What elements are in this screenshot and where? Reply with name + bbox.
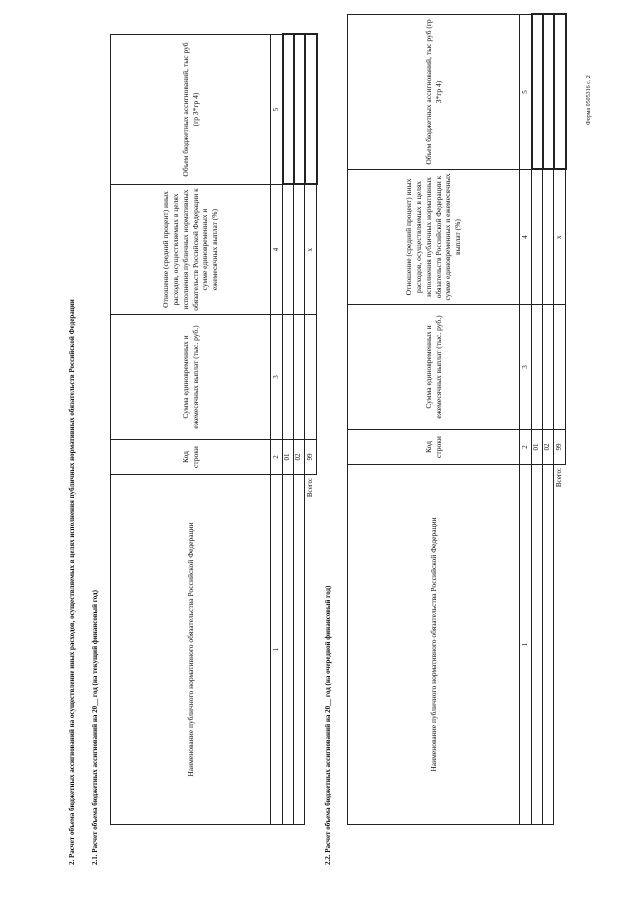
- table2-cell-volume: [532, 15, 543, 170]
- table1-cell-sum: [283, 315, 294, 440]
- table1-cell-sum: [294, 315, 305, 440]
- table2-total-code: 99: [554, 430, 566, 465]
- table1-cell-ratio: [294, 185, 305, 315]
- table2-colnum: 5: [520, 15, 532, 170]
- table-row: [294, 35, 305, 825]
- table1-header-ratio: Отношение (средний процент) иных расходов, осуществляемых в целях исполнения публичных нормативных обязательств Российской Федерации к сумме единовременных и ежемесячных выплат (%): [111, 185, 271, 315]
- table1-cell-volume: [294, 35, 305, 185]
- table2-colnum-row: [520, 15, 532, 825]
- table2-total-label: Всего:: [555, 468, 564, 488]
- table1-total-ratio: x: [305, 185, 317, 315]
- table2-total-ratio: x: [554, 170, 566, 305]
- table1-cell-code: 01: [283, 440, 294, 475]
- table1-colnum: 4: [271, 185, 283, 315]
- table2-colnum: 3: [520, 305, 532, 430]
- table1-colnum: 5: [271, 35, 283, 185]
- table-row: [283, 35, 294, 825]
- table1-total-label: Всего:: [306, 478, 315, 498]
- table-row: [532, 15, 543, 825]
- table1-total-sum: [305, 315, 317, 440]
- table1-cell-code: 02: [294, 440, 305, 475]
- table2-cell-volume: [543, 15, 554, 170]
- table2-colnum: 2: [520, 430, 532, 465]
- table1-header-sum: Сумма единовременных и ежемесячных выплат (тыс. руб.): [111, 315, 271, 440]
- table1-total-code: 99: [305, 440, 317, 475]
- table2-header-sum: Сумма единовременных и ежемесячных выплат (тыс. руб.): [348, 305, 520, 430]
- form-reference: Форма 0505316 с. 2: [586, 75, 592, 125]
- table2-cell-ratio: [543, 170, 554, 305]
- table2-total-volume: [554, 15, 566, 170]
- table1-cell-name: [294, 475, 305, 825]
- table2-cell-ratio: [532, 170, 543, 305]
- table2-colnum: 1: [520, 465, 532, 825]
- table2-title: 2.2. Расчет объема бюджетных ассигнований на 20__ год (на очередной финансовый год): [324, 585, 332, 865]
- table2-header-row: [348, 15, 520, 825]
- table1: [110, 34, 318, 826]
- table1-header-name: Наименование публичного нормативного обязательства Российской Федерации: [111, 475, 271, 825]
- table1-colnum: 3: [271, 315, 283, 440]
- table1-colnum: 1: [271, 475, 283, 825]
- table2-header-name: Наименование публичного нормативного обязательства Российской Федерации: [348, 465, 520, 825]
- table1-header-code: Код строки: [111, 440, 271, 475]
- table1-total-volume: [305, 35, 317, 185]
- table1-total-row: [305, 35, 317, 825]
- table2-cell-sum: [532, 305, 543, 430]
- table1-cell-volume: [283, 35, 294, 185]
- table2: [347, 14, 567, 826]
- table2-cell-code: 02: [543, 430, 554, 465]
- table1-cell-name: [283, 475, 294, 825]
- table1-title: 2.1. Расчет объема бюджетных ассигнований на 20__ год (на текущий финансовый год): [91, 590, 99, 865]
- table2-cell-name: [543, 465, 554, 825]
- table1-colnum-row: [271, 35, 283, 825]
- table2-cell-code: 01: [532, 430, 543, 465]
- table1-cell-ratio: [283, 185, 294, 315]
- table2-total-sum: [554, 305, 566, 430]
- table1-header-row: [111, 35, 271, 825]
- table1-header-volume: Объем бюджетных ассигнований, тыс руб (гр 3*гр 4): [111, 35, 271, 185]
- table2-header-code: Код строки: [348, 430, 520, 465]
- table2-cell-name: [532, 465, 543, 825]
- table2-cell-sum: [543, 305, 554, 430]
- table-row: [543, 15, 554, 825]
- table2-header-volume: Объем бюджетных ассигнований, тыс руб (гр 3*гр 4): [348, 15, 520, 170]
- table2-header-ratio: Отношение (средний процент) иных расходов, осуществляемых в целях исполнения публичных нормативных обязательств Российской Федерации к сумме единовременных и ежемесячных выплат (%): [348, 170, 520, 305]
- table2-colnum: 4: [520, 170, 532, 305]
- table2-total-row: [554, 15, 566, 825]
- section-title: 2. Расчет объема бюджетных ассигнований на осуществление иных расходов, осуществляемых в целях исполнения публичных нормативных обязательств Российской Федерации: [68, 299, 76, 865]
- table1-colnum: 2: [271, 440, 283, 475]
